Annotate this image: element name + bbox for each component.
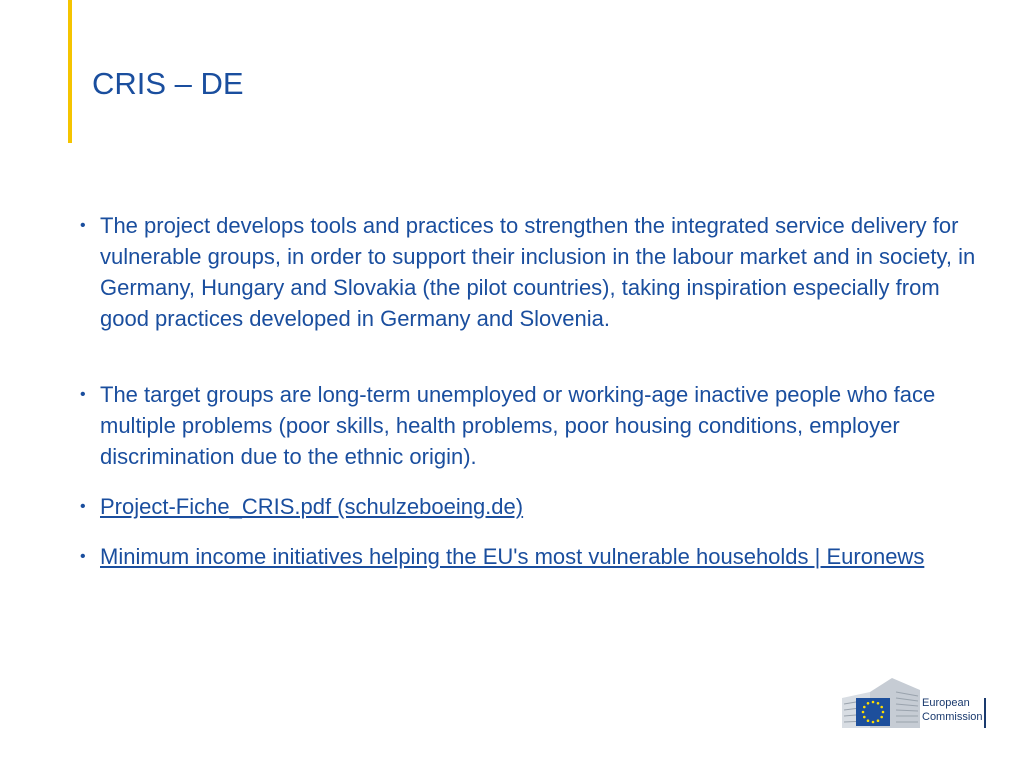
logo-line-2: Commission	[922, 711, 983, 723]
title-accent-bar	[68, 0, 72, 143]
bullet-item-project-fiche	[80, 491, 980, 522]
bullet-item-project	[80, 210, 980, 334]
logo-wordmark	[922, 696, 983, 724]
logo-line-1: European	[922, 697, 970, 709]
bullet-text-target-groups: The target groups are long-term unemployed or working-age inactive people who face multiple problems (poor skills, health problems, poor housing conditions, employer discrimination due to the ethnic origin).	[100, 382, 936, 469]
bullet-dot: •	[80, 548, 86, 565]
logo-divider	[984, 698, 986, 728]
bullet-dot: •	[80, 217, 86, 234]
slide-title: CRIS – DE	[92, 66, 244, 101]
bullet-text-project: The project develops tools and practices to strengthen the integrated service delivery for vulnerable groups, in order to support their inclusion in the labour market and in society, in Germany, Hungary and Slovakia (the pilot countries), taking inspiration especially from good practices developed in Germany and Slovenia.	[100, 213, 976, 331]
project-fiche-link[interactable]: Project-Fiche_CRIS.pdf (schulzeboeing.de)	[100, 494, 524, 519]
bullet-item-target-groups	[80, 379, 980, 472]
bullet-dot: •	[80, 498, 86, 515]
bullet-dot: •	[80, 386, 86, 403]
european-commission-logo	[840, 676, 990, 732]
commission-building-icon	[840, 676, 922, 732]
bullet-item-euronews	[80, 541, 980, 572]
bullet-list	[80, 210, 980, 572]
euronews-link[interactable]: Minimum income initiatives helping the EU's most vulnerable households | Euronews	[100, 544, 925, 569]
